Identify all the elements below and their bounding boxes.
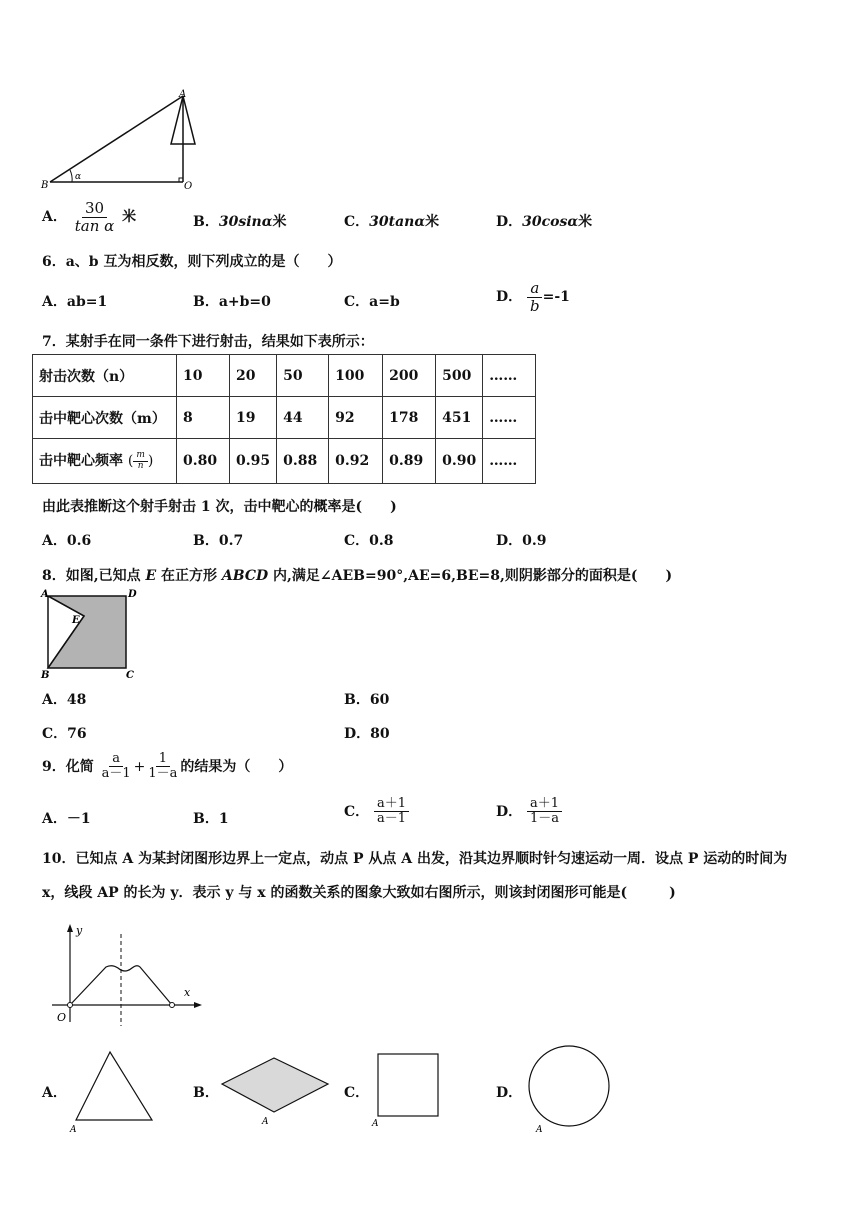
- frac-numerator: m: [133, 451, 148, 462]
- table-row: [33, 439, 536, 484]
- stem-var-abcd: ABCD: [221, 568, 269, 584]
- table-cell: 500: [436, 355, 483, 397]
- option-text: =-1: [542, 289, 570, 305]
- freq-fraction: [133, 451, 148, 472]
- q5-option-d[interactable]: [496, 211, 592, 231]
- table-cell: 10: [177, 355, 230, 397]
- q6-option-d[interactable]: [496, 280, 570, 314]
- option-letter: D．: [496, 214, 523, 230]
- frac-denominator: tan α: [74, 216, 115, 235]
- q8-label-b: B: [41, 670, 50, 681]
- q10-option-c-square[interactable]: [370, 1050, 446, 1130]
- option-text: 80: [370, 726, 390, 742]
- option-text: 30cosα: [522, 214, 579, 230]
- stem-text: 内,满足∠AEB=90°,AE=6,BE=8,则阴影部分的面积是( ): [268, 568, 673, 584]
- frac-numerator: a: [109, 752, 123, 767]
- option-text: a=b: [369, 294, 400, 310]
- q6-stem: 6．a、b 互为相反数，则下列成立的是（ ）: [42, 254, 342, 270]
- option-letter: B．: [193, 294, 219, 310]
- frac-denominator: n: [137, 460, 144, 471]
- q5-option-a-fraction: [72, 200, 118, 234]
- q10-option-c-point-label: A: [372, 1119, 379, 1129]
- q8-option-b[interactable]: [344, 689, 389, 709]
- q10-function-graph: [48, 922, 208, 1030]
- row-header-text: 击中靶心频率: [39, 453, 123, 470]
- frac-denominator: a－1: [101, 766, 131, 782]
- q8-option-d[interactable]: [344, 723, 390, 743]
- q10-option-b-rhombus[interactable]: [218, 1050, 334, 1126]
- option-text: 76: [67, 726, 87, 742]
- q9-option-c-fraction: [374, 797, 409, 827]
- q7-follow-up: 由此表推断这个射手射击 1 次，击中靶心的概率是( ): [42, 499, 397, 515]
- option-unit: 米: [425, 214, 440, 230]
- q10-option-a-letter[interactable]: A．: [42, 1085, 67, 1101]
- table-cell: ……: [483, 355, 536, 397]
- option-text: 60: [369, 692, 390, 708]
- option-letter: C．: [344, 294, 370, 310]
- table-row-header: 射击次数（n）: [33, 355, 177, 397]
- option-letter: A．: [42, 294, 67, 310]
- q8-label-a: A: [41, 589, 49, 600]
- frac-denominator: b: [530, 296, 540, 315]
- q10-axis-y-label: y: [76, 924, 83, 937]
- q10-option-c-letter[interactable]: C．: [344, 1085, 370, 1101]
- q6-option-d-fraction: [527, 280, 543, 314]
- q5-option-c[interactable]: [344, 211, 439, 231]
- stem-var-e: E: [145, 568, 157, 584]
- table-cell: ……: [483, 439, 536, 484]
- q7-shooting-table: [32, 354, 536, 484]
- table-cell: 0.88: [277, 439, 329, 484]
- q5-figure: [38, 88, 198, 198]
- table-cell: 50: [277, 355, 329, 397]
- option-letter: A．: [42, 533, 67, 549]
- q9-option-d[interactable]: [496, 797, 562, 827]
- q9-option-a[interactable]: [42, 808, 91, 828]
- table-row: [33, 355, 536, 397]
- table-cell: 19: [230, 397, 277, 439]
- option-letter: D．: [496, 289, 523, 305]
- option-text: 0.6: [66, 533, 92, 549]
- option-letter: C．: [344, 803, 370, 820]
- option-unit: 米: [578, 214, 593, 230]
- stem-text: 在正方形: [156, 568, 222, 584]
- q10-option-b-letter[interactable]: B．: [193, 1085, 219, 1101]
- q10-stem-line-1: 10．已知点 A 为某封闭图形边界上一定点，动点 P 从点 A 出发，沿其边界顺时针匀速运动一周．设点 P 运动的时间为: [42, 851, 788, 867]
- q6-option-c[interactable]: [344, 291, 400, 311]
- q8-stem: [42, 565, 672, 585]
- frac-numerator: a: [527, 280, 542, 298]
- option-unit: 米: [272, 214, 287, 230]
- table-row-header: 击中靶心频率 ( $\frac{m}{n}$ ): [33, 439, 177, 484]
- q8-square-figure: [36, 586, 146, 682]
- table-cell: 0.92: [329, 439, 383, 484]
- option-letter: A．: [42, 209, 67, 225]
- frac-numerator: 1: [156, 752, 170, 767]
- stem-text: 8．如图,已知点: [42, 568, 146, 584]
- q8-option-a[interactable]: [42, 689, 86, 709]
- q6-option-b[interactable]: [193, 291, 271, 311]
- q7-stem: 7．某射手在同一条件下进行射击，结果如下表所示：: [42, 334, 374, 350]
- q5-label-o: O: [184, 181, 193, 192]
- q9-option-c[interactable]: [344, 797, 409, 827]
- table-cell: 0.80: [177, 439, 230, 484]
- option-letter: B．: [344, 692, 370, 708]
- frac-denominator: 1－a: [530, 811, 560, 827]
- q10-axis-x-label: x: [184, 986, 191, 999]
- frac-numerator: a＋1: [374, 797, 409, 812]
- option-letter: A．: [42, 811, 67, 827]
- q9-fraction-1: [99, 752, 134, 782]
- table-cell: 200: [383, 355, 436, 397]
- option-letter: B．: [193, 533, 219, 549]
- option-text: a+b=0: [218, 294, 271, 310]
- q10-origin-label: O: [57, 1011, 67, 1024]
- frac-numerator: a＋1: [527, 797, 562, 812]
- option-letter: D．: [496, 803, 523, 820]
- table-row: [33, 397, 536, 439]
- option-letter: D．: [496, 533, 523, 549]
- q10-option-d-point-label: A: [536, 1125, 543, 1134]
- option-text: ab=1: [66, 294, 108, 310]
- option-text: 0.8: [369, 533, 394, 549]
- option-letter: C．: [344, 533, 370, 549]
- q6-option-a[interactable]: [42, 291, 107, 311]
- q10-stem-line-2: x，线段 AP 的长为 y．表示 y 与 x 的函数关系的图象大致如右图所示，则该封闭图形可能是( ): [42, 885, 676, 901]
- q10-option-a-point-label: A: [70, 1125, 77, 1134]
- option-letter: B．: [193, 811, 219, 827]
- q7-option-a[interactable]: [42, 530, 91, 550]
- option-text: 30sinα: [218, 214, 273, 230]
- q5-label-a: A: [179, 89, 187, 100]
- option-letter: C．: [42, 726, 68, 742]
- stem-text: 的结果为（ ）: [180, 758, 293, 775]
- table-cell: 44: [277, 397, 329, 439]
- option-letter: C．: [344, 214, 370, 230]
- table-cell: 20: [230, 355, 277, 397]
- table-cell: ……: [483, 397, 536, 439]
- table-cell: 8: [177, 397, 230, 439]
- frac-denominator: a－1: [377, 811, 407, 827]
- table-row-header: 击中靶心次数（m）: [33, 397, 177, 439]
- q9-stem: [42, 752, 292, 782]
- q9-option-b[interactable]: [193, 808, 229, 828]
- option-text: －1: [66, 811, 91, 827]
- frac-denominator: 1－a: [148, 766, 178, 782]
- table-cell: 0.90: [436, 439, 483, 484]
- q5-label-b: B: [41, 180, 49, 191]
- table-cell: 178: [383, 397, 436, 439]
- stem-text: 9．化简: [42, 758, 94, 775]
- q5-label-alpha: α: [75, 172, 82, 182]
- table-cell: 92: [329, 397, 383, 439]
- q10-option-d-circle[interactable]: [524, 1040, 616, 1134]
- q10-option-a-triangle[interactable]: [66, 1044, 162, 1134]
- option-text: 30tanα: [369, 214, 426, 230]
- q9-option-d-fraction: [527, 797, 562, 827]
- option-text: 48: [66, 692, 87, 708]
- q5-option-b[interactable]: [193, 211, 286, 231]
- plus-sign: +: [133, 758, 146, 775]
- q9-fraction-2: [145, 752, 180, 782]
- q8-label-c: C: [126, 670, 134, 681]
- q7-option-d[interactable]: [496, 530, 547, 550]
- frac-numerator: 30: [82, 200, 107, 218]
- q7-option-c[interactable]: [344, 530, 394, 550]
- table-cell: 451: [436, 397, 483, 439]
- table-cell: 0.95: [230, 439, 277, 484]
- q8-label-d: D: [128, 589, 137, 600]
- q8-label-e: E: [72, 615, 80, 626]
- option-text: 0.9: [522, 533, 547, 549]
- q10-option-d-letter[interactable]: D．: [496, 1085, 523, 1101]
- q10-option-b-point-label: A: [262, 1117, 269, 1126]
- option-letter: D．: [344, 726, 371, 742]
- q5-option-a[interactable]: [42, 200, 136, 234]
- q8-option-c[interactable]: [42, 723, 87, 743]
- table-cell: 0.89: [383, 439, 436, 484]
- option-letter: A．: [42, 692, 67, 708]
- option-text: 0.7: [218, 533, 244, 549]
- q7-option-b[interactable]: [193, 530, 243, 550]
- option-letter: B．: [193, 214, 219, 230]
- table-cell: 100: [329, 355, 383, 397]
- option-text: 1: [218, 811, 229, 827]
- option-unit: 米: [122, 209, 137, 225]
